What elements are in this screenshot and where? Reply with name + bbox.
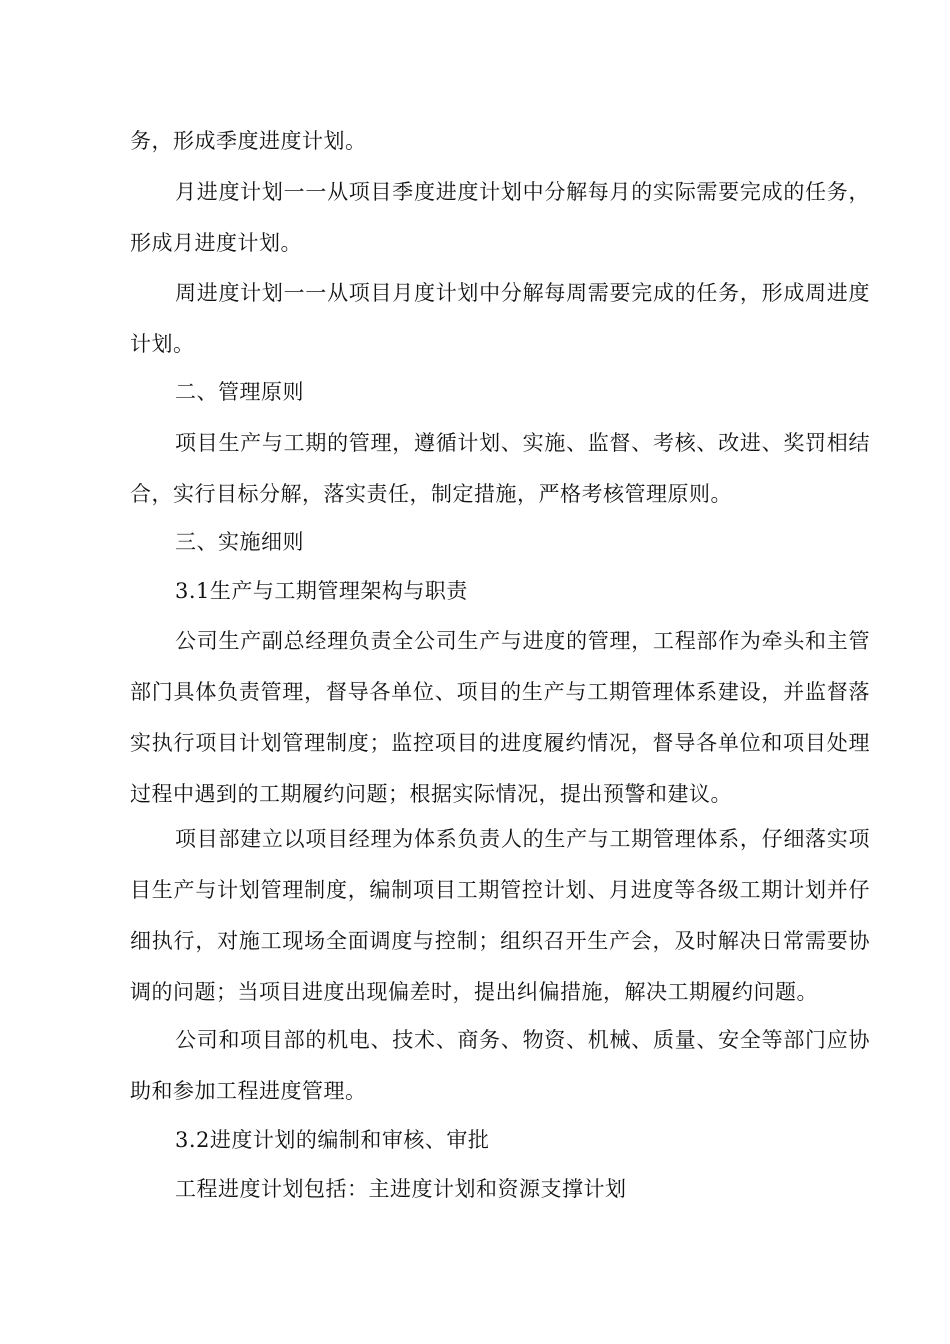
paragraph-weekly-plan: 周进度计划一一从项目月度计划中分解每周需要完成的任务，形成周进度计划。	[130, 281, 870, 356]
heading-section-3-1: 3.1生产与工期管理架构与职责	[175, 579, 468, 603]
paragraph-project-department: 项目部建立以项目经理为体系负责人的生产与工期管理体系，仔细落实项目生产与计划管理制度，编制项目工期管控计划、月进度等各级工期计划并仔细执行，对施工现场全面调度与控制；组织召开生产会，及时解决日常需要协调的问题；当项目进度出现偏差时，提出纠偏措施，解决工期履约问题。	[130, 827, 870, 1004]
heading-section-3-2: 3.2进度计划的编制和审核、审批	[175, 1128, 490, 1152]
paragraph-departments-assist: 公司和项目部的机电、技术、商务、物资、机械、质量、安全等部门应协助和参加工程进度管理。	[130, 1028, 870, 1103]
paragraph-monthly-plan: 月进度计划一一从项目季度进度计划中分解每月的实际需要完成的任务，形成月进度计划。	[130, 180, 870, 255]
paragraph-management-principles: 项目生产与工期的管理，遵循计划、实施、监督、考核、改进、奖罚相结合，实行目标分解，落实责任，制定措施，严格考核管理原则。	[130, 431, 870, 506]
paragraph-quarterly-plan-end: 务，形成季度进度计划。	[130, 129, 367, 153]
paragraph-plan-types: 工程进度计划包括：主进度计划和资源支撑计划	[175, 1177, 627, 1201]
paragraph-company-responsibilities: 公司生产副总经理负责全公司生产与进度的管理，工程部作为牵头和主管部门具体负责管理，督导各单位、项目的生产与工期管理体系建设，并监督落实执行项目计划管理制度；监控项目的进度履约情况，督导各单位和项目处理过程中遇到的工期履约问题；根据实际情况，提出预警和建议。	[130, 629, 870, 806]
heading-implementation-details: 三、实施细则	[175, 530, 304, 554]
heading-management-principles: 二、管理原则	[175, 380, 304, 404]
